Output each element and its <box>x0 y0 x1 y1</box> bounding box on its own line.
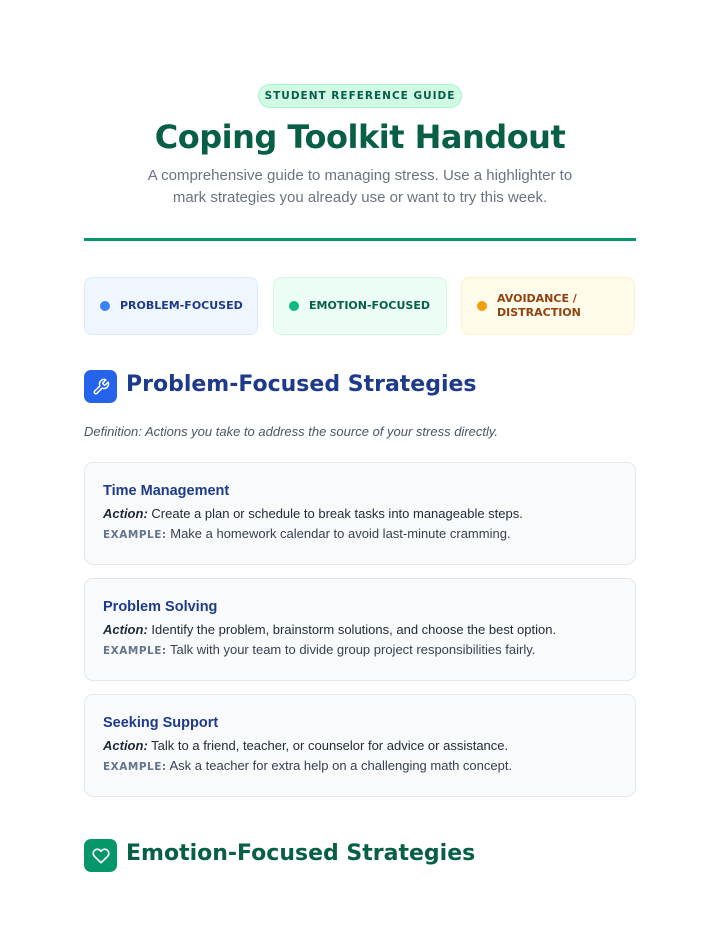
strategy-title: Time Management <box>103 483 230 499</box>
header-divider <box>84 238 636 241</box>
example-text: Ask a teacher for extra help on a challenging math concept. <box>169 758 513 773</box>
page-subtitle: A comprehensive guide to managing stress. Use a highlighter to mark strategies you already use or want to try this week. <box>147 167 573 206</box>
strategy-action <box>103 736 617 756</box>
section-definition: Definition: Actions you take to address the source of your stress directly. <box>84 424 499 439</box>
example-text: Talk with your team to divide group project responsibilities fairly. <box>170 642 536 657</box>
legend-dot-green <box>289 301 299 311</box>
action-label: Action: <box>103 506 148 521</box>
legend-label: PROBLEM-FOCUSED <box>120 299 243 312</box>
heart-icon <box>84 839 117 872</box>
strategy-card-problem-solving <box>84 578 636 681</box>
guide-badge: STUDENT REFERENCE GUIDE <box>258 84 462 108</box>
legend-dot-amber <box>477 301 487 311</box>
action-label: Action: <box>103 622 148 637</box>
legend-label: AVOIDANCE / DISTRACTION <box>497 292 581 319</box>
example-label: EXAMPLE: <box>103 645 167 657</box>
example-label: EXAMPLE: <box>103 761 167 773</box>
strategy-action <box>103 504 617 524</box>
action-label: Action: <box>103 738 148 753</box>
example-text: Make a homework calendar to avoid last-minute cramming. <box>170 526 511 541</box>
strategy-action <box>103 620 617 640</box>
strategy-card-seeking-support <box>84 694 636 797</box>
action-text: Identify the problem, brainstorm solutions, and choose the best option. <box>151 622 557 637</box>
strategy-example <box>103 640 617 661</box>
action-text: Talk to a friend, teacher, or counselor for advice or assistance. <box>151 738 509 753</box>
legend-emotion-focused <box>273 277 447 335</box>
strategy-title: Seeking Support <box>103 715 219 731</box>
legend-label: EMOTION-FOCUSED <box>309 299 430 312</box>
page-title: Coping Toolkit Handout <box>154 118 566 156</box>
legend-dot-blue <box>100 301 110 311</box>
legend-avoidance-distraction <box>461 277 635 335</box>
action-text: Create a plan or schedule to break tasks into manageable steps. <box>151 506 523 521</box>
example-label: EXAMPLE: <box>103 529 167 541</box>
strategy-card-time-management <box>84 462 636 565</box>
section-title-problem-focused: Problem-Focused Strategies <box>126 372 477 397</box>
section-title-emotion-focused: Emotion-Focused Strategies <box>126 841 476 866</box>
legend-problem-focused <box>84 277 258 335</box>
strategy-example <box>103 756 617 777</box>
wrench-icon <box>84 370 117 403</box>
strategy-example <box>103 524 617 545</box>
strategy-title: Problem Solving <box>103 599 218 615</box>
